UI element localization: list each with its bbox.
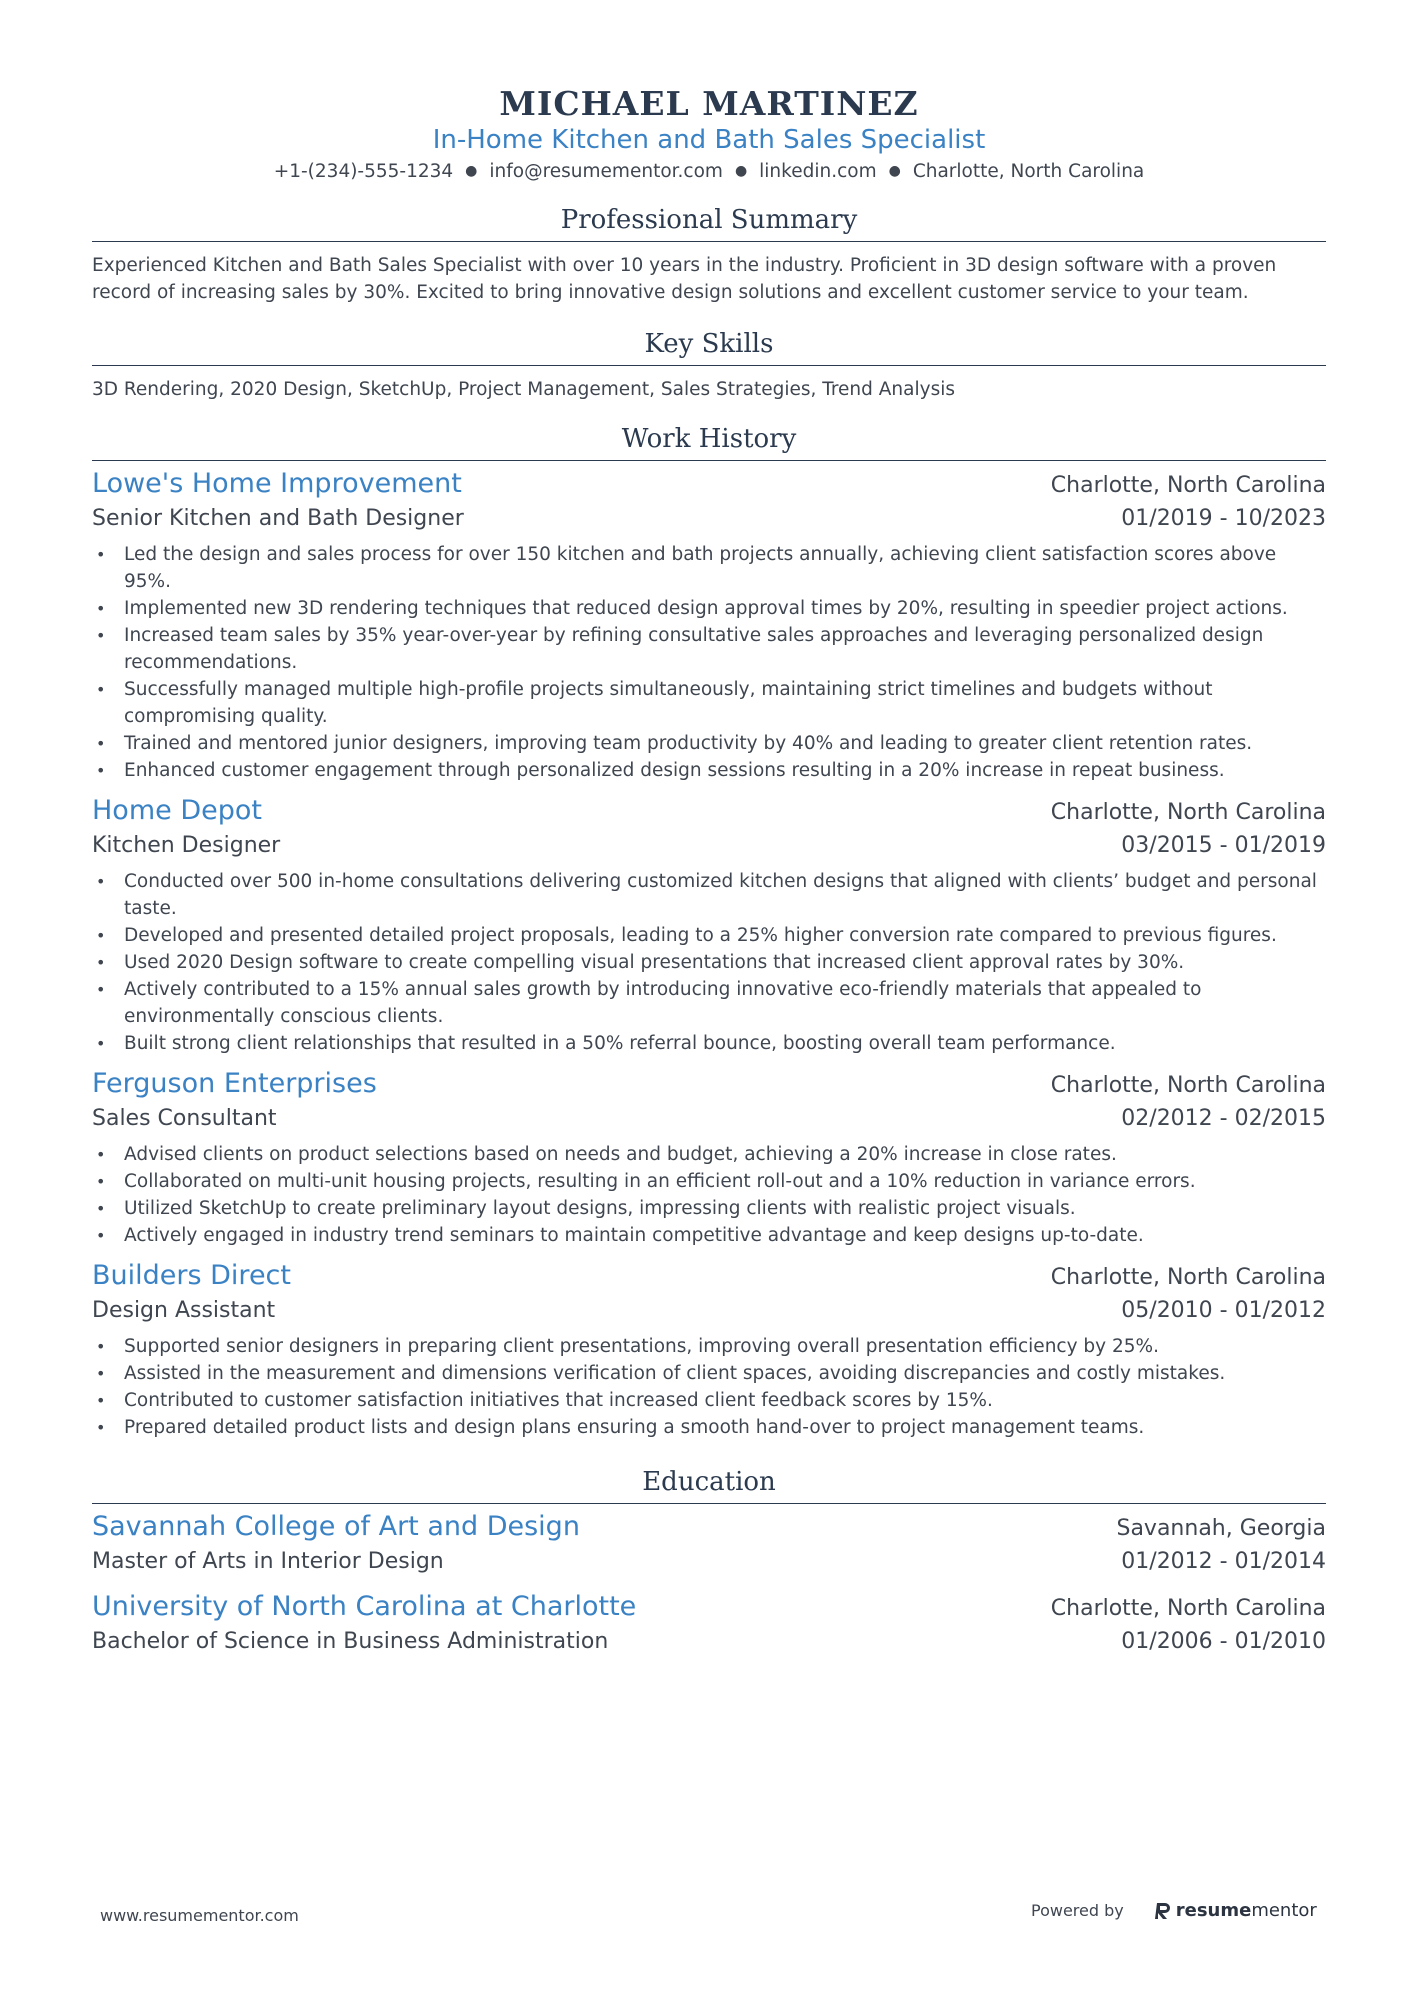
skills-text: 3D Rendering, 2020 Design, SketchUp, Project Management, Sales Strategies, Trend Analysis [92,379,955,400]
contact-line [92,157,1326,186]
job-role: Senior Kitchen and Bath Designer [92,506,464,531]
job-dates: 02/2012 - 02/2015 [1121,1106,1326,1131]
section-divider [92,365,1326,366]
list-item: • Developed and presented detailed project proposals, leading to a 25% higher conversion rate compared to previous figures. [92,922,1326,949]
job-location: Charlotte, North Carolina [1050,1073,1326,1098]
list-item: • Utilized SketchUp to create preliminary layout designs, impressing clients with realistic project visuals. [92,1195,1326,1222]
job-dates: 05/2010 - 01/2012 [1121,1298,1326,1323]
job-dates: 01/2019 - 10/2023 [1121,506,1326,531]
section-divider [92,460,1326,461]
job-entry [92,467,1326,784]
job-location: Charlotte, North Carolina [1050,800,1326,825]
job-bullets [92,1333,1326,1441]
list-item: • Built strong client relationships that resulted in a 50% referral bounce, boosting overall team performance. [92,1030,1326,1057]
list-item: • Prepared detailed product lists and design plans ensuring a smooth hand-over to project management teams. [92,1414,1326,1441]
resume-page [92,0,1326,1658]
list-item: • Conducted over 500 in-home consultations delivering customized kitchen designs that aligned with clients’ budget and personal taste. [92,868,1326,922]
list-item: • Implemented new 3D rendering techniques that reduced design approval times by 20%, resulting in speedier project actions. [92,595,1326,622]
skills-section [92,327,1326,403]
skills-heading: Key Skills [644,329,774,359]
work-section [92,422,1326,1441]
candidate-name: MICHAEL MARTINEZ [499,84,919,123]
list-item: • Trained and mentored junior designers, improving team productivity by 40% and leading to greater client retention rates. [92,730,1326,757]
job-title: In-Home Kitchen and Bath Sales Specialist [432,125,986,155]
list-item: • Collaborated on multi-unit housing projects, resulting in an efficient roll-out and a 10% reduction in variance errors. [92,1168,1326,1195]
section-divider [92,1503,1326,1504]
education-entry [92,1510,1326,1578]
resumementor-logo-icon [1154,1901,1172,1921]
job-bullets [92,1141,1326,1249]
location: Charlotte, North Carolina [912,161,1145,182]
school-name: University of North Carolina at Charlotte [92,1591,637,1622]
job-role: Sales Consultant [92,1106,277,1131]
degree: Bachelor of Science in Business Administration [92,1629,609,1654]
brand-light: mentor [1251,1900,1317,1921]
email: info@resumementor.com [489,161,723,182]
list-item: • Successfully managed multiple high-profile projects simultaneously, maintaining strict timelines and budgets without compromising quality. [92,676,1326,730]
list-item: • Enhanced customer engagement through personalized design sessions resulting in a 20% increase in repeat business. [92,757,1326,784]
job-entry [92,794,1326,1057]
job-role: Kitchen Designer [92,833,281,858]
school-location: Savannah, Georgia [1116,1516,1326,1541]
list-item: • Actively contributed to a 15% annual sales growth by introducing innovative eco-friendly materials that appealed to environmentally conscious clients. [92,976,1326,1030]
brand-logo[interactable] [1154,1900,1317,1921]
work-heading: Work History [621,424,797,454]
powered-by-label: Powered by [1031,1901,1124,1920]
job-location: Charlotte, North Carolina [1050,473,1326,498]
education-dates: 01/2006 - 01/2010 [1121,1629,1326,1654]
education-heading: Education [642,1467,776,1497]
job-entry [92,1259,1326,1441]
school-name: Savannah College of Art and Design [92,1511,580,1542]
brand-bold: resume [1175,1900,1252,1921]
linkedin: linkedin.com [759,161,877,182]
summary-heading: Professional Summary [560,205,858,235]
list-item: • Led the design and sales process for over 150 kitchen and bath projects annually, achieving client satisfaction scores above 95%. [92,541,1326,595]
job-bullets [92,541,1326,784]
degree: Master of Arts in Interior Design [92,1549,444,1574]
list-item: • Assisted in the measurement and dimensions verification of client spaces, avoiding discrepancies and costly mistakes. [92,1360,1326,1387]
section-divider [92,241,1326,242]
list-item: • Contributed to customer satisfaction initiatives that increased client feedback scores by 15%. [92,1387,1326,1414]
job-dates: 03/2015 - 01/2019 [1121,833,1326,858]
job-role: Design Assistant [92,1298,276,1323]
phone: +1-(234)-555-1234 [273,161,454,182]
company-name: Builders Direct [92,1260,291,1291]
footer-website[interactable]: www.resumementor.com [100,1906,299,1925]
list-item: • Supported senior designers in preparing client presentations, improving overall presentation efficiency by 25%. [92,1333,1326,1360]
summary-text: Experienced Kitchen and Bath Sales Specialist with over 10 years in the industry. Proficient in 3D design software with a proven record of increasing sales by 30%. Excited to bring innovative design solutions and excellent customer service to your team. [92,255,1277,303]
school-location: Charlotte, North Carolina [1050,1596,1326,1621]
company-name: Home Depot [92,795,262,826]
education-entry [92,1590,1326,1658]
resume-header [92,0,1326,186]
list-item: • Actively engaged in industry trend seminars to maintain competitive advantage and keep designs up-to-date. [92,1222,1326,1249]
education-dates: 01/2012 - 01/2014 [1121,1549,1326,1574]
education-section [92,1465,1326,1658]
footer-branding [1031,1900,1317,1921]
job-location: Charlotte, North Carolina [1050,1265,1326,1290]
summary-section [92,203,1326,306]
job-entry [92,1067,1326,1249]
list-item: • Increased team sales by 35% year-over-year by refining consultative sales approaches and leveraging personalized design recommendations. [92,622,1326,676]
separator-dot: ● [734,163,748,179]
company-name: Ferguson Enterprises [92,1068,377,1099]
separator-dot: ● [465,163,478,179]
separator-dot: ● [888,163,901,179]
company-name: Lowe's Home Improvement [92,468,462,499]
job-bullets [92,868,1326,1057]
list-item: • Advised clients on product selections based on needs and budget, achieving a 20% increase in close rates. [92,1141,1326,1168]
list-item: • Used 2020 Design software to create compelling visual presentations that increased client approval rates by 30%. [92,949,1326,976]
